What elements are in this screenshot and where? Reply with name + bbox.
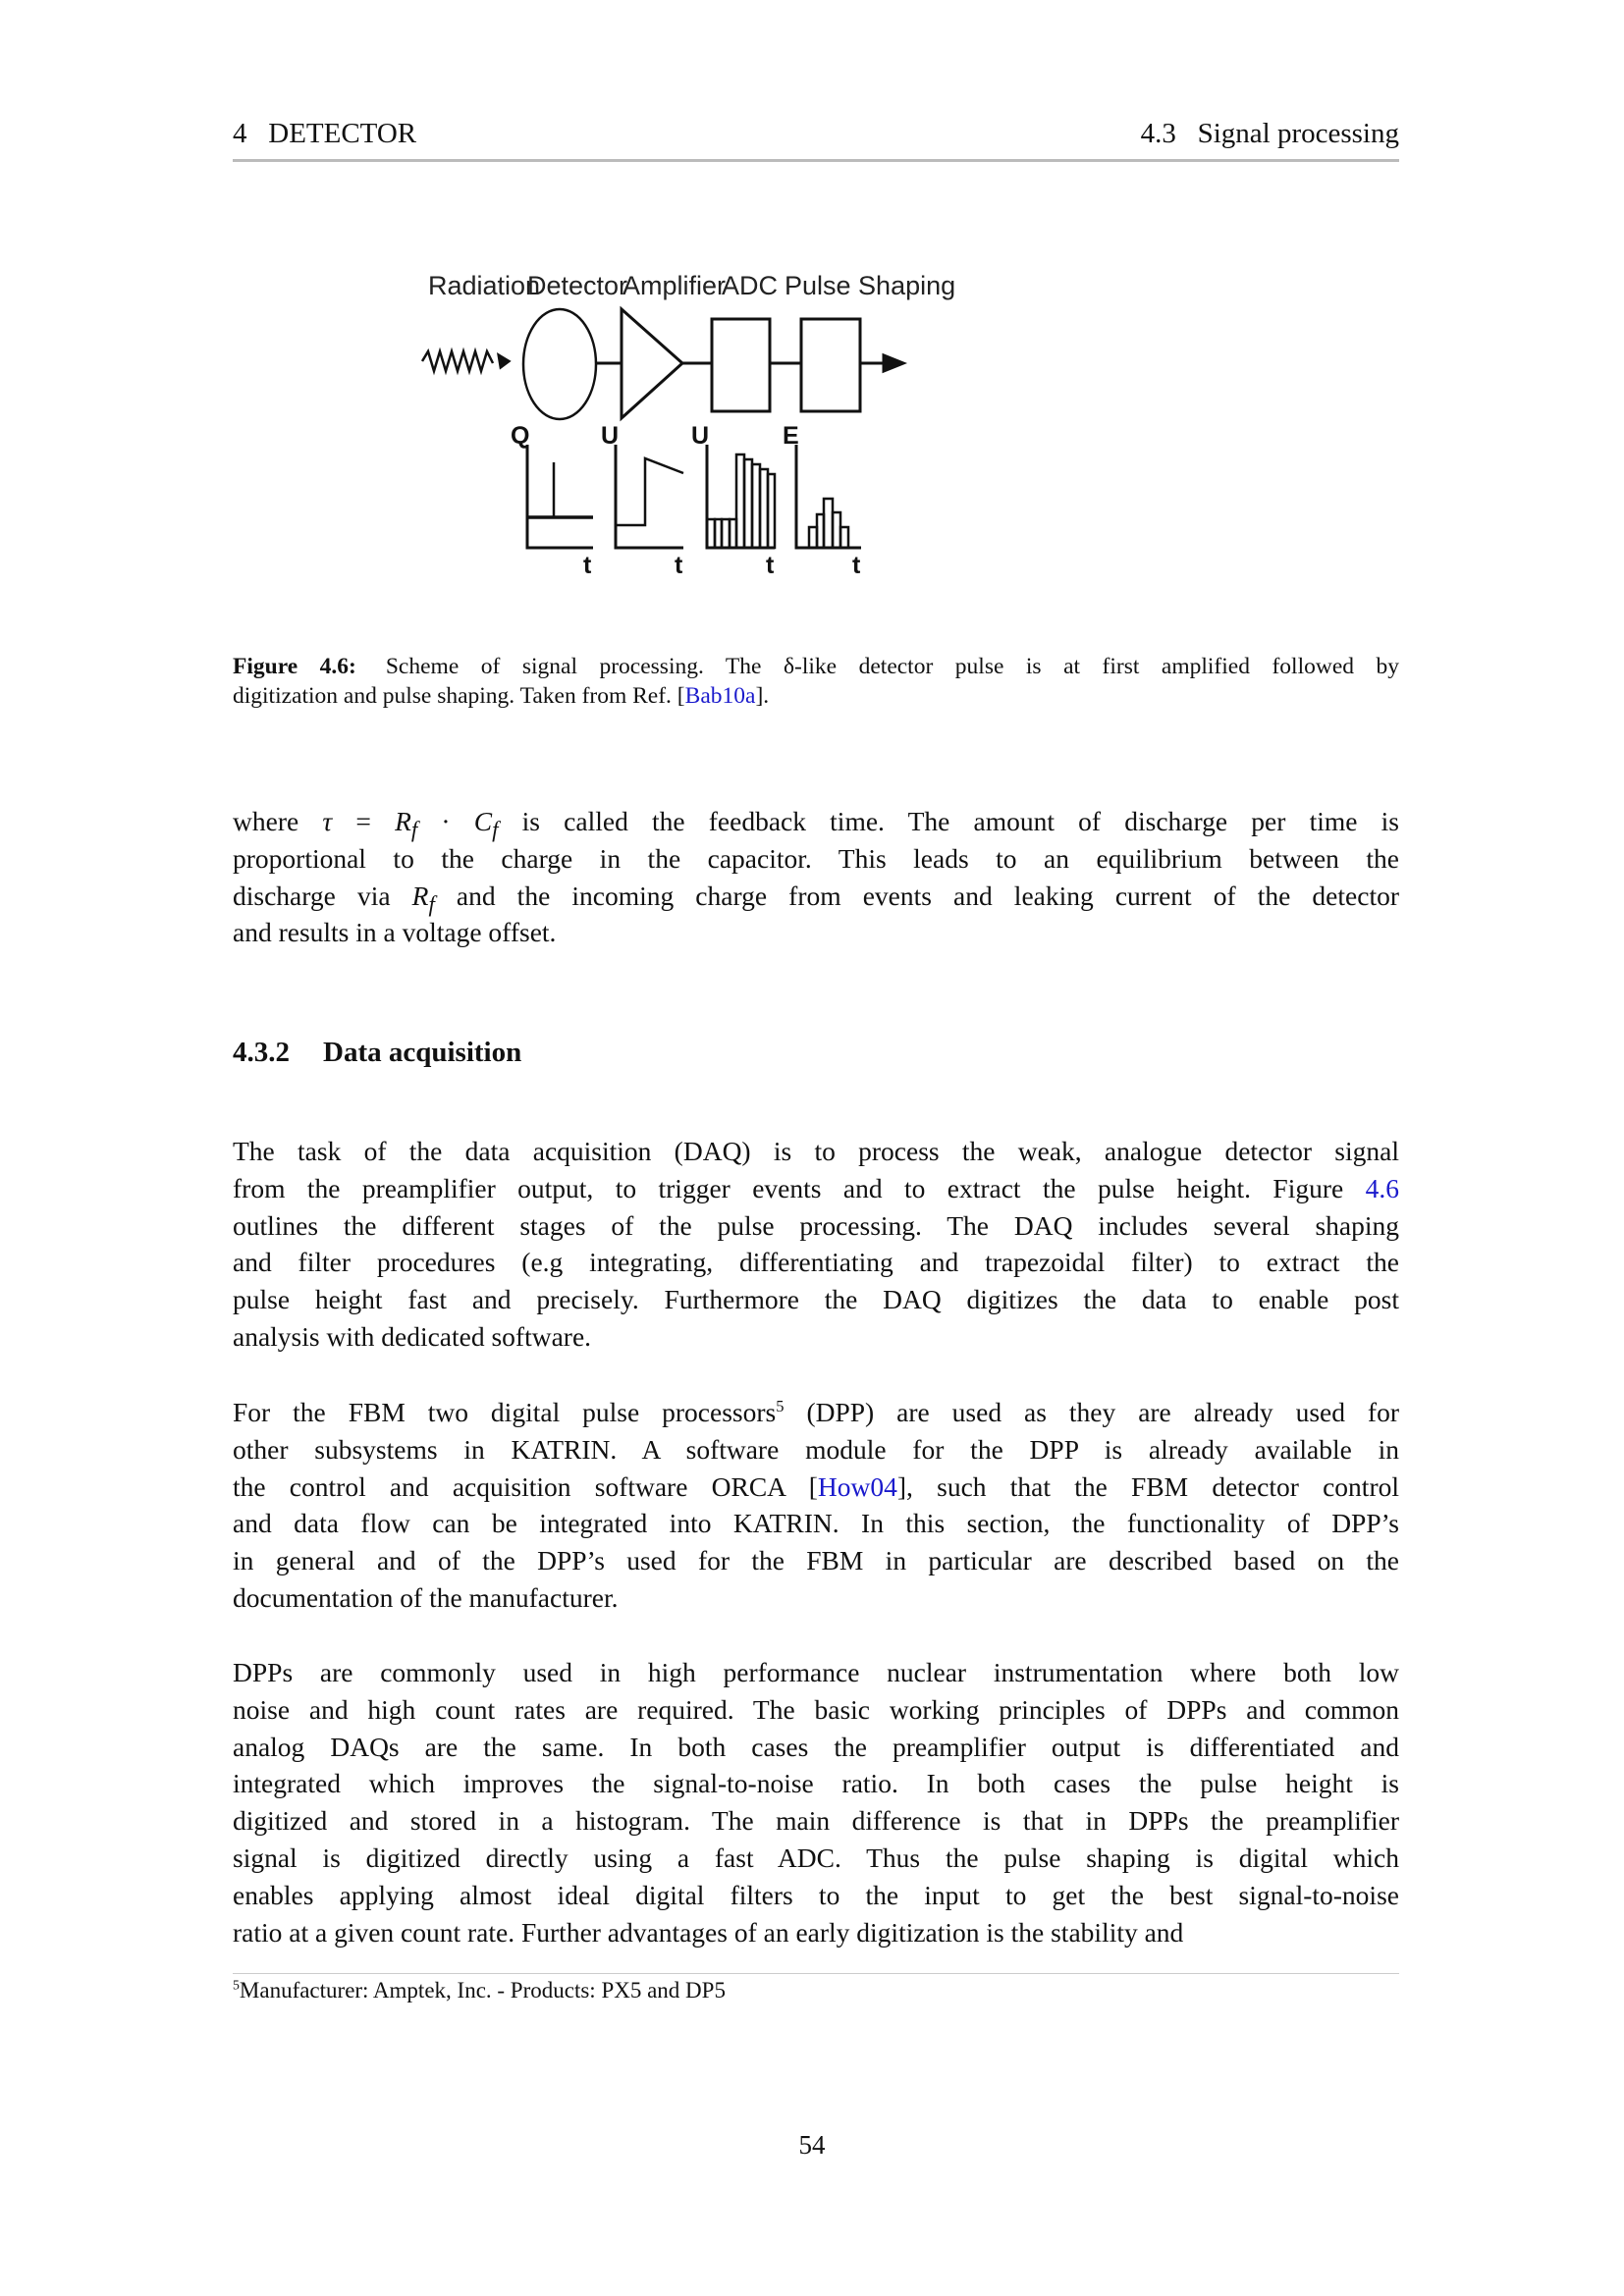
text-line xyxy=(233,652,1399,681)
text-run: discharge via xyxy=(233,880,412,911)
section-heading xyxy=(233,1037,521,1069)
text-line xyxy=(233,1765,1399,1802)
text-run: documentation of the manufacturer. xyxy=(233,1581,619,1613)
paragraph-daq-task xyxy=(233,1133,1399,1356)
text-line xyxy=(233,1579,1399,1617)
label-pulse-shaping: Pulse Shaping xyxy=(785,271,956,300)
text-run: outlines the different stages of the pulse processing. The DAQ includes several shaping xyxy=(233,1209,1399,1241)
detector-symbol xyxy=(523,309,596,419)
text-line xyxy=(233,803,1399,840)
signal-processing-figure xyxy=(0,0,1624,628)
text-line xyxy=(233,1542,1399,1579)
axis-t1: t xyxy=(583,552,592,579)
text-run: and filter procedures (e.g integrating, differentiating and trapezoidal filter) to extract the xyxy=(233,1247,1399,1278)
text-run: = xyxy=(332,806,396,836)
plot-u-step xyxy=(616,458,683,525)
label-detector: Detector xyxy=(527,271,628,300)
text-line xyxy=(233,1840,1399,1877)
label-adc: ADC xyxy=(722,271,779,300)
text-line xyxy=(233,1394,1399,1431)
text-run: digitization and pulse shaping. Taken from Ref. [ xyxy=(233,683,685,709)
text-run: other subsystems in KATRIN. A software module for the DPP is already available in xyxy=(233,1433,1399,1465)
text-run: C xyxy=(473,806,493,836)
text-run: and the incoming charge from events and leaking current of the detector xyxy=(434,880,1399,911)
section-number: 4.3.2 xyxy=(233,1037,290,1068)
text-run: analog DAQs are the same. In both cases the preamplifier output is differentiated and xyxy=(233,1731,1399,1762)
text-line xyxy=(233,681,1399,711)
text-run: and data flow can be integrated into KATRIN. In this section, the functionality of DPP’s xyxy=(233,1508,1399,1539)
text-run: pulse height fast and precisely. Furthermore the DAQ digitizes the data to enable post xyxy=(233,1284,1399,1315)
text-run: from the preamplifier output, to trigger events and to extract the pulse height. Figure xyxy=(233,1172,1366,1203)
text-run: signal is digitized directly using a fast ADC. Thus the pulse shaping is digital which xyxy=(233,1842,1399,1873)
paragraph-feedback-time xyxy=(233,803,1399,951)
text-line xyxy=(233,1654,1399,1691)
text-run: enables applying almost ideal digital filters to the input to get the best signal-to-noise xyxy=(233,1879,1399,1910)
text-run: R xyxy=(411,880,429,911)
text-run: f xyxy=(428,891,435,917)
text-line xyxy=(233,914,1399,951)
label-radiation: Radiation xyxy=(428,271,541,300)
text-line xyxy=(233,840,1399,878)
text-run: proportional to the charge in the capacitor. This leads to an equilibrium between the xyxy=(233,842,1399,874)
caption-label: Figure 4.6: xyxy=(233,654,356,679)
page-number: 54 xyxy=(798,2130,826,2160)
text-line xyxy=(233,1802,1399,1840)
axis-e: E xyxy=(783,422,799,450)
citation-link[interactable]: How04 xyxy=(817,1470,897,1502)
plot-e-histogram xyxy=(809,499,848,548)
text-line xyxy=(233,1729,1399,1766)
header-section: 4.3 Signal processing xyxy=(1140,118,1399,149)
text-run: DPPs are commonly used in high performance nuclear instrumentation where both low xyxy=(233,1657,1399,1687)
label-amplifier: Amplifier xyxy=(623,271,727,300)
footnote xyxy=(233,1978,726,2003)
axis-q: Q xyxy=(511,422,530,450)
axis-u2: U xyxy=(691,422,710,450)
axis-u1: U xyxy=(601,422,620,450)
text-line xyxy=(233,1207,1399,1245)
text-run: in general and of the DPP’s used for the FBM in particular are described based on the xyxy=(233,1545,1399,1576)
text-run: f xyxy=(492,817,499,842)
text-run: ratio at a given count rate. Further advantages of an early digitization is the stability and xyxy=(233,1916,1184,1948)
text-run: and results in a voltage offset. xyxy=(233,917,557,948)
plot-e-axes xyxy=(796,445,861,548)
citation-link[interactable]: 4.6 xyxy=(1365,1172,1399,1203)
text-run: Scheme of signal processing. The δ-like detector pulse is at first amplified followed by xyxy=(385,654,1400,679)
axis-t2: t xyxy=(675,552,683,579)
text-line xyxy=(233,878,1399,915)
text-line xyxy=(233,1318,1399,1356)
text-line xyxy=(233,1281,1399,1318)
adc-box xyxy=(712,319,770,411)
text-run: digitized and stored in a histogram. The main difference is that in DPPs the preamplifier xyxy=(233,1805,1399,1837)
axis-t3: t xyxy=(766,552,775,579)
text-run: ], such that the FBM detector control xyxy=(896,1470,1399,1502)
text-run: f xyxy=(410,817,418,842)
text-run: The task of the data acquisition (DAQ) is to process the weak, analogue detector signal xyxy=(233,1136,1399,1166)
section-title: Data acquisition xyxy=(323,1037,522,1068)
text-line xyxy=(233,1244,1399,1281)
text-line xyxy=(233,1691,1399,1729)
footnote-ref[interactable]: 5 xyxy=(776,1396,785,1415)
text-run: analysis with dedicated software. xyxy=(233,1320,592,1352)
footnote-mark: 5 xyxy=(233,1977,240,1993)
text-run: integrated which improves the signal-to-noise ratio. In both cases the pulse height is xyxy=(233,1768,1399,1799)
text-line xyxy=(233,1914,1399,1951)
pulse-shaping-box xyxy=(801,319,860,411)
radiation-arrowhead xyxy=(499,355,509,367)
footnote-text: Manufacturer: Amptek, Inc. - Products: PX5 and DP5 xyxy=(239,1978,726,2002)
plot-adc-bars xyxy=(707,454,775,548)
text-run: the control and acquisition software ORCA [ xyxy=(233,1470,818,1502)
text-run: (DPP) are used as they are already used for xyxy=(784,1397,1400,1427)
figure-caption xyxy=(233,652,1399,711)
text-run: noise and high count rates are required. The basic working principles of DPPs and common xyxy=(233,1693,1399,1725)
radiation-wave-icon xyxy=(422,351,493,371)
text-run: where xyxy=(233,806,323,836)
text-run: · xyxy=(417,806,474,836)
output-arrowhead xyxy=(884,355,903,371)
text-line xyxy=(233,1133,1399,1170)
text-run: is called the feedback time. The amount of discharge per time is xyxy=(498,806,1399,836)
text-line xyxy=(233,1877,1399,1914)
text-line xyxy=(233,1170,1399,1207)
amplifier-symbol xyxy=(622,309,682,418)
axis-t4: t xyxy=(852,552,861,579)
plot-adc-axes xyxy=(707,445,775,548)
text-run: τ xyxy=(322,806,333,836)
text-run: For the FBM two digital pulse processors xyxy=(233,1397,777,1427)
paragraph-dpp-principles xyxy=(233,1654,1399,1950)
paragraph-fbm-dpp xyxy=(233,1394,1399,1617)
citation-link[interactable]: Bab10a xyxy=(684,683,756,709)
text-line xyxy=(233,1468,1399,1506)
text-run: ]. xyxy=(755,683,770,709)
text-line xyxy=(233,1505,1399,1542)
text-line xyxy=(233,1431,1399,1468)
plot-q-axes xyxy=(527,445,593,548)
footnote-rule xyxy=(233,1973,1399,1974)
text-run: R xyxy=(395,806,411,836)
header-chapter: 4 DETECTOR xyxy=(233,118,417,149)
